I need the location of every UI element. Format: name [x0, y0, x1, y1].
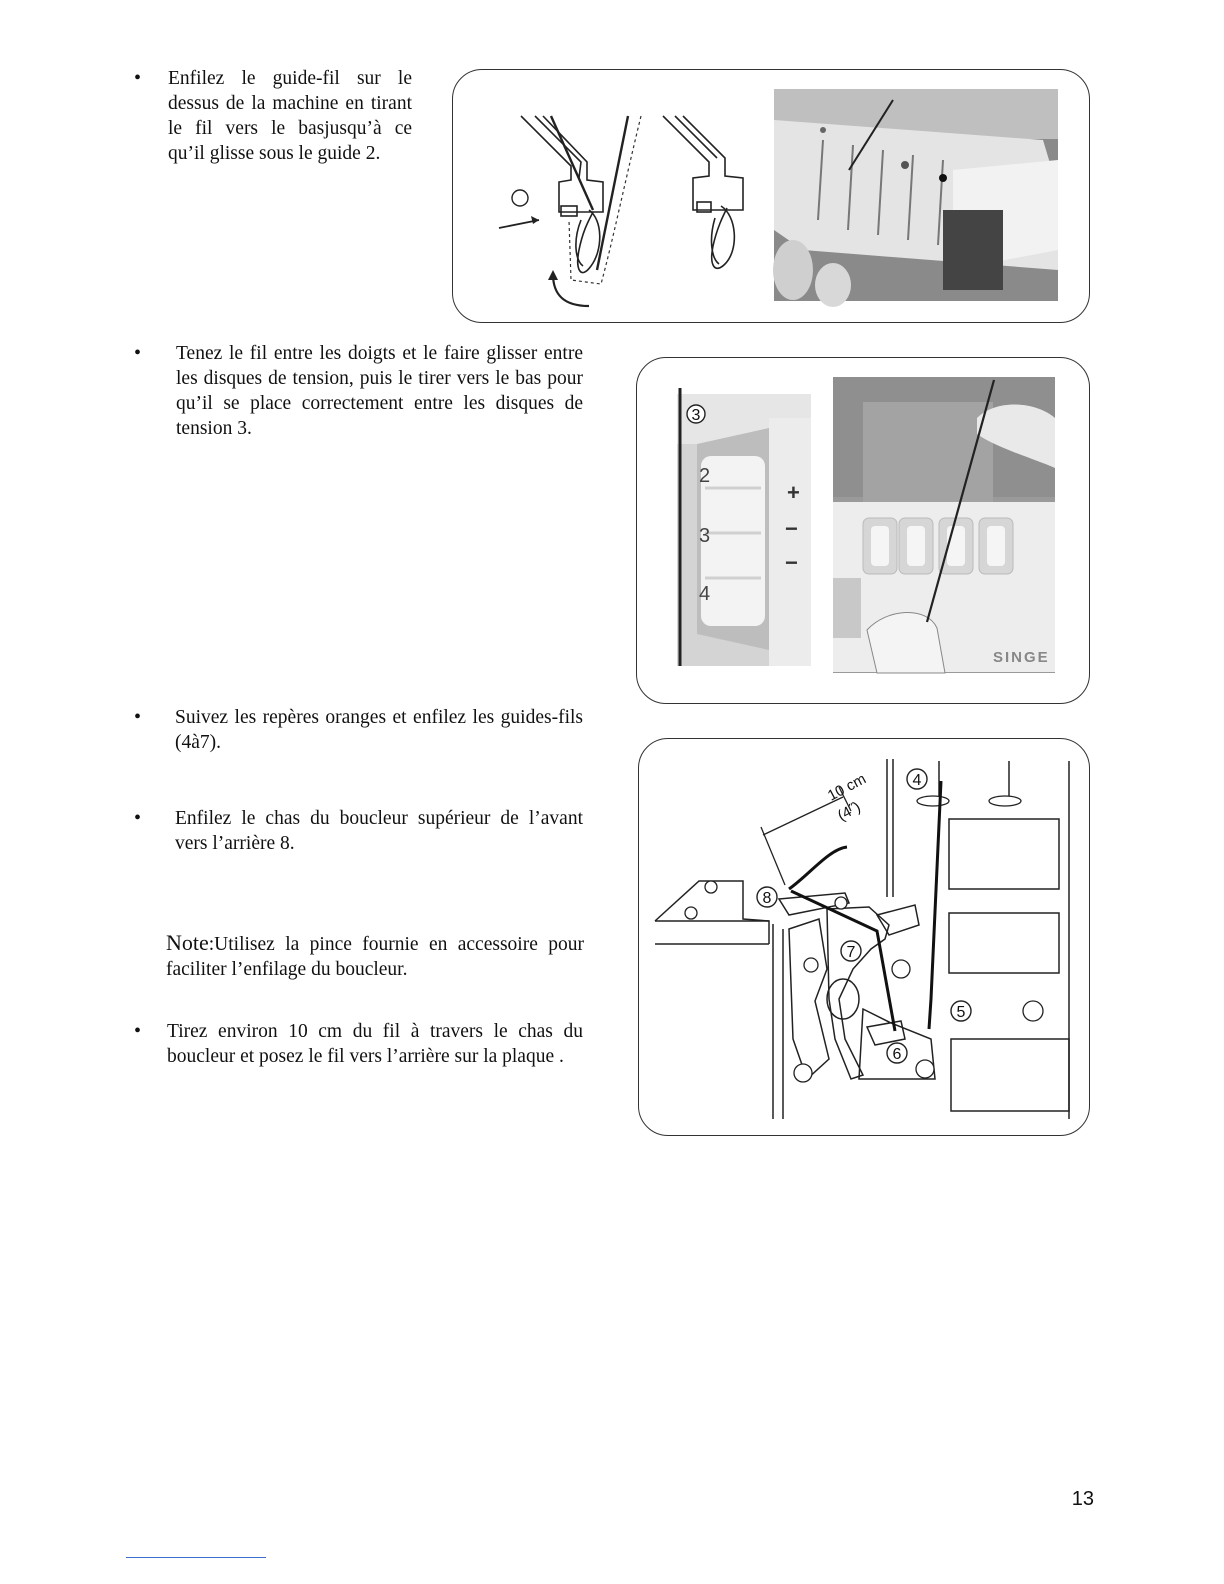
minus-sign-1: − [785, 516, 798, 541]
figure-looper-threading [638, 738, 1090, 1136]
bullet-1: • [134, 67, 142, 89]
marker-4: 4 [912, 772, 922, 789]
figure-tension-discs [636, 357, 1090, 704]
instruction-3: Suivez les repères oranges et enfilez les guides-fils (4à7). [175, 707, 583, 753]
bullet-3: • [134, 706, 142, 728]
instruction-5: Tirez environ 10 cm du fil à travers le chas du boucleur et posez le fil vers l’arrière sur la plaque . [167, 1021, 583, 1067]
footer-rule [126, 1557, 266, 1558]
measure-label: 10 cm [824, 770, 869, 805]
bullet-4: • [134, 807, 142, 829]
dial-number-3: 3 [699, 525, 711, 547]
instruction-1: Enfilez le guide-fil sur le dessus de la machine en tirant le fil vers le basjusqu’à ce qu’il glisse sous le guide 2. [168, 68, 412, 164]
hands-threading-photo [833, 377, 1055, 673]
marker-3: 3 [691, 407, 701, 424]
plus-sign: + [787, 480, 800, 505]
marker-6: 6 [892, 1046, 902, 1063]
thread-guide-drawing [453, 70, 1090, 323]
brand-label: SINGE [993, 649, 1050, 666]
dial-number-2: 2 [699, 465, 711, 487]
minus-sign-2: − [785, 550, 798, 575]
note-text: :Utilisez la pince fournie en accessoire pour faciliter l’enfilage du boucleur. [166, 934, 584, 980]
note-block [166, 930, 584, 982]
measure-alt-label: (4˝) [834, 798, 864, 825]
page-number: 13 [1071, 1488, 1094, 1510]
instruction-2: Tenez le fil entre les doigts et le faire glisser entre les disques de tension, puis le tirer vers le bas pour qu’il se place correctement entre les disques de tension 3. [176, 343, 583, 439]
marker-8: 8 [762, 890, 772, 907]
instruction-4: Enfilez le chas du boucleur supérieur de l’avant vers l’arrière 8. [175, 808, 583, 854]
dial-number-4: 4 [699, 583, 711, 605]
marker-7: 7 [846, 944, 856, 961]
bullet-2: • [134, 342, 142, 364]
looper-threading-drawing [639, 739, 1090, 1136]
bullet-5: • [134, 1020, 142, 1042]
note-label: Note [166, 930, 209, 955]
tension-dial-photo [677, 388, 811, 666]
tension-discs-drawing [637, 358, 1090, 704]
marker-5: 5 [956, 1004, 966, 1021]
figure-thread-guide [452, 69, 1090, 323]
machine-top-photo [773, 89, 1058, 307]
